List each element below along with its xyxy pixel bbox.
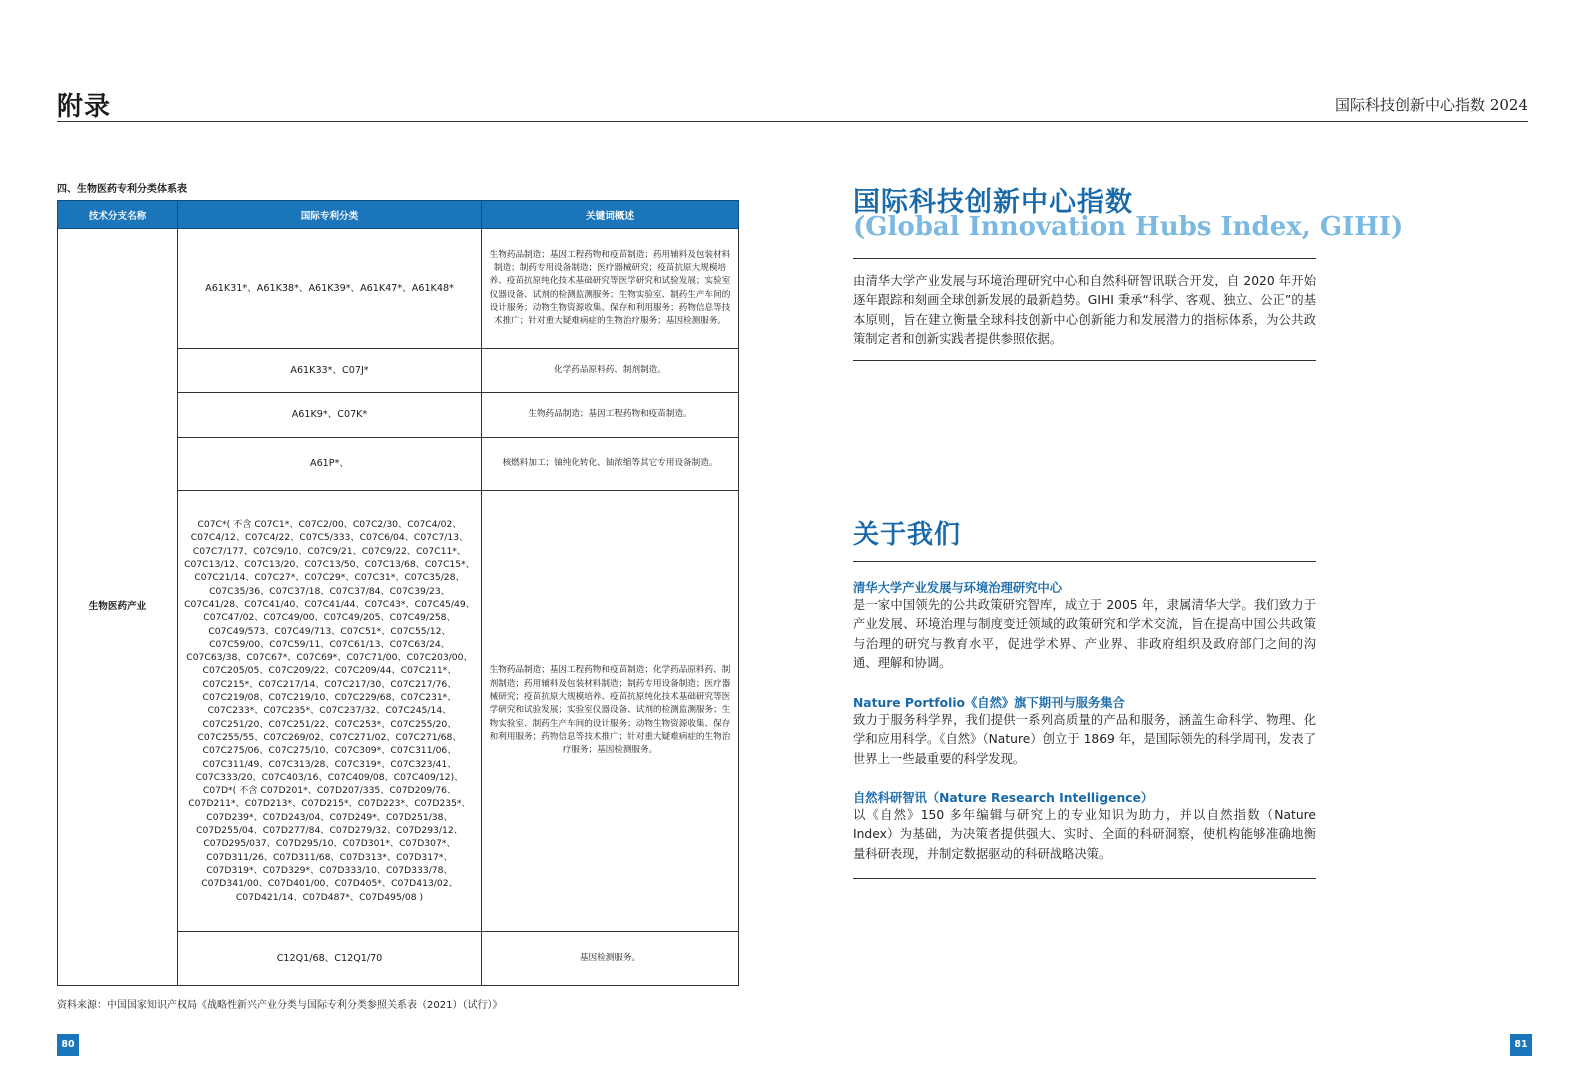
gihi-title-en: (Global Innovation Hubs Index, GIHI)	[853, 212, 1404, 242]
header-ipc: 国际专利分类	[178, 201, 482, 229]
org-desc-nature-research-intelligence: 以《自然》150 多年编辑与研究上的专业知识为助力，并以自然指数（Nature Index）为基础，为决策者提供强大、实时、全面的科研洞察，使机构能够准确地衡量科研表现，并制定数据驱动的科研战略决策。	[853, 808, 1316, 861]
bottom-divider	[853, 878, 1316, 879]
ipc-cell: A61K9*、C07K*	[178, 393, 482, 438]
org-name-nature-research-intelligence: 自然科研智讯（Nature Research Intelligence）	[853, 791, 1154, 805]
table-row	[58, 229, 739, 349]
ipc-cell: A61K31*、A61K38*、A61K39*、A61K47*、A61K48*	[178, 229, 482, 349]
keywords-cell: 基因检测服务。	[482, 932, 739, 986]
section-title: 四、生物医药专利分类体系表	[57, 184, 187, 195]
ipc-cell: A61P*、	[178, 438, 482, 491]
about-divider	[853, 561, 1316, 562]
page-number-right: 81	[1510, 1034, 1532, 1056]
keywords-cell: 化学药品原料药、制剂制造。	[482, 349, 739, 393]
ipc-cell: C07C*( 不含 C07C1*、C07C2/00、C07C2/30、C07C4/02、C07C4/12、C07C4/22、C07C5/333、C07C6/04、C07C7/13、C07C7/177、C07C9/10、C07C9/21、C07C9/22、C07C11*、C07C13/12、C07C13/20、C07C13/50、C07C13/68、C07C15*、C07C21/14、C07C27*、C07C29*、C07C31*、C07C35/28、C07C35/36、C07C37/18、C07C37/84、C07C39/23、C07C41/28、C07C41/40、C07C41/44、C07C43*、C07C45/49、C07C47/02、C07C49/00、C07C49/205、C07C49/258、C07C49/573、C07C49/713、C07C51*、C07C55/12、C07C59/00、C07C59/11、C07C61/13、C07C63/24、C07C63/38、C07C67*、C07C69*、C07C71/00、C07C203/00、C07C205/05、C07C209/22、C07C209/44、C07C211*、C07C215*、C07C217/14、C07C217/30、C07C217/76、C07C219/08、C07C219/10、C07C229/68、C07C231*、C07C233*、C07C235*、C07C237/32、C07C245/14、C07C251/20、C07C251/22、C07C253*、C07C255/20、C07C255/55、C07C269/02、C07C271/02、C07C271/68、C07C275/06、C07C275/10、C07C309*、C07C311/06、C07C311/49、C07C313/28、C07C319*、C07C323/41、C07C333/20、C07C403/16、C07C409/08、C07C409/12)、C07D*( 不含 C07D201*、C07D207/335、C07D209/76、C07D211*、C07D213*、C07D215*、C07D223*、C07D235*、C07D239*、C07D243/04、C07D249*、C07D251/38、C07D255/04、C07D277/84、C07D279/32、C07D293/12、C07D295/037、C07D295/10、C07D301*、C07D307*、C07D311/26、C07D311/68、C07D313*、C07D317*、C07D319*、C07D329*、C07D333/10、C07D333/78、C07D341/00、C07D401/00、C07D405*、C07D413/02、C07D421/14、C07D487*、C07D495/08 )	[178, 491, 482, 932]
org-name-tsinghua: 清华大学产业发展与环境治理研究中心	[853, 581, 1063, 595]
appendix-title: 附录	[57, 92, 112, 122]
keywords-cell: 生物药品制造；基因工程药物和疫苗制造。	[482, 393, 739, 438]
intro-divider	[853, 360, 1316, 361]
branch-name: 生物医药产业	[58, 229, 178, 986]
org-name-nature-portfolio: Nature Portfolio《自然》旗下期刊与服务集合	[853, 696, 1125, 710]
intro-paragraph: 由清华大学产业发展与环境治理研究中心和自然科研智讯联合开发，自 2020 年开始逐年跟踪和刻画全球创新发展的最新趋势。GIHI 秉承“科学、客观、独立、公正”的基本原则，旨在建立衡量全球科技创新中心创新能力和发展潜力的指标体系，为公共政策制定者和创新实践者提供参照依据。	[853, 274, 1316, 346]
gihi-title-cn: 国际科技创新中心指数	[853, 187, 1133, 218]
source-note: 资料来源：中国国家知识产权局《战略性新兴产业分类与国际专利分类参照关系表（2021）（试行）》	[57, 1000, 503, 1011]
keywords-cell: 生物药品制造；基因工程药物和疫苗制造；化学药品原料药、制剂制造；药用辅料及包装材料制造；制药专用设备制造；医疗器械研究；疫苗抗原大规模培养、疫苗抗原纯化技术基础研究等医学研究和试验发展；实验室仪器设备、试剂的检测监测服务；生物实验室、制药生产车间的设计服务；动物生物资源收集、保存和利用服务；药物信息等技术推广；针对重大疑难病症的生物治疗服务；基因检测服务。	[482, 491, 739, 932]
title-divider	[853, 258, 1316, 259]
page-number-left: 80	[57, 1034, 79, 1056]
header-divider	[57, 121, 1528, 122]
table-header-row	[58, 201, 739, 229]
patent-classification-table	[57, 200, 739, 986]
report-title: 国际科技创新中心指数 2024	[1335, 96, 1528, 114]
ipc-cell: C12Q1/68、C12Q1/70	[178, 932, 482, 986]
ipc-cell: A61K33*、C07J*	[178, 349, 482, 393]
keywords-cell: 核燃料加工；铀纯化转化、铀浓缩等其它专用设备制造。	[482, 438, 739, 491]
header-branch: 技术分支名称	[58, 201, 178, 229]
keywords-cell: 生物药品制造；基因工程药物和疫苗制造；药用辅料及包装材料制造；制药专用设备制造；医疗器械研究；疫苗抗原大规模培养、疫苗抗原纯化技术基础研究等医学研究和试验发展；实验室仪器设备、试剂的检测监测服务；生物实验室、制药生产车间的设计服务；动物生物资源收集、保存和利用服务；药物信息等技术推广；针对重大疑难病症的生物治疗服务；基因检测服务。	[482, 229, 739, 349]
about-us-title: 关于我们	[853, 520, 962, 550]
header-keywords: 关键词概述	[482, 201, 739, 229]
org-desc-tsinghua: 是一家中国领先的公共政策研究智库，成立于 2005 年，隶属清华大学。我们致力于产业发展、环境治理与制度变迁领域的政策研究和学术交流，旨在提高中国公共政策与治理的研究与教育水平，促进学术界、产业界、非政府组织及政府部门之间的沟通、理解和协调。	[853, 598, 1316, 670]
org-desc-nature-portfolio: 致力于服务科学界，我们提供一系列高质量的产品和服务，涵盖生命科学、物理、化学和应用科学。《自然》（Nature）创立于 1869 年，是国际领先的科学周刊，发表了世界上一些最重要的科学发现。	[853, 713, 1316, 766]
